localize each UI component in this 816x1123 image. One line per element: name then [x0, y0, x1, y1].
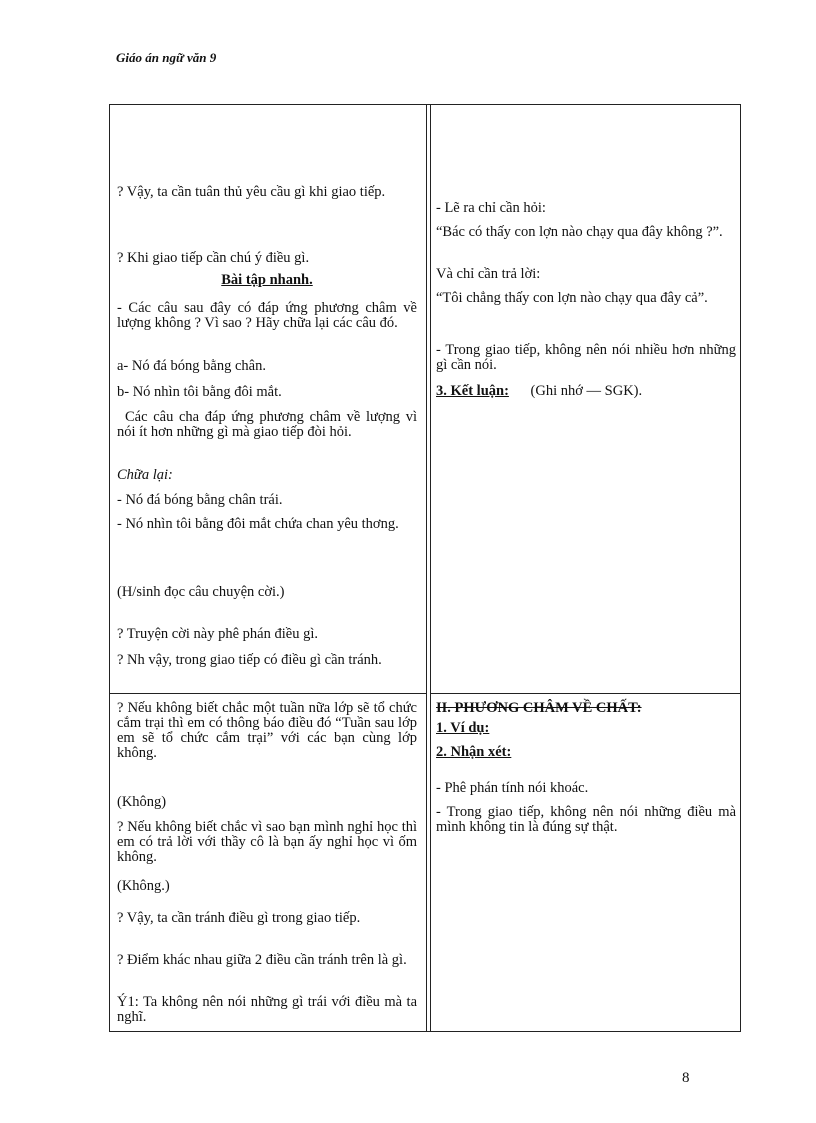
question-difference: ? Điểm khác nhau giữa 2 điều cần tránh trên là gì.: [117, 952, 407, 968]
document-header: Giáo án ngữ văn 9: [116, 50, 217, 65]
question-avoid-2: ? Vậy, ta cần tránh điều gì trong giao tiếp.: [117, 910, 361, 926]
right-row-divider: [431, 693, 741, 694]
section-title-quality: II. PHƯƠNG CHÂM VỀ CHẤT:: [436, 700, 642, 716]
exercise-task: - Các câu sau đây có đáp ứng phương châm về lượng không ? Vì sao ? Hãy chữa lại các câu đó.: [117, 300, 417, 331]
answer-no-1: (Không): [117, 794, 167, 810]
page-number: 8: [682, 1070, 690, 1086]
idea-1: Ý1: Ta không nên nói những gì trái với điều mà ta nghĩ.: [117, 994, 417, 1025]
and-answer: Và chỉ cần trả lời:: [436, 266, 541, 282]
should-ask: - Lẽ ra chỉ cần hỏi:: [436, 200, 546, 216]
right-column: [430, 105, 741, 1031]
example-label: 1. Ví dụ:: [436, 720, 490, 736]
exercise-item-b: b- Nó nhìn tôi bằng đôi mắt.: [117, 384, 282, 400]
fix-line-1: - Nó đá bóng bằng chân trái.: [117, 492, 283, 508]
question-attention: ? Khi giao tiếp cần chú ý điều gì.: [117, 250, 310, 266]
question-story: ? Truyện cời này phê phán điều gì.: [117, 626, 318, 642]
rule-quantity: - Trong giao tiếp, không nên nói nhiều hơn những gì cần nói.: [436, 342, 736, 373]
lesson-table: [109, 104, 741, 1032]
conclusion-text: (Ghi nhớ — SGK).: [530, 383, 643, 399]
answer-no-2: (Không.): [117, 878, 170, 894]
conclusion-label: 3. Kết luận:: [436, 383, 509, 399]
criticize-boasting: - Phê phán tính nói khoác.: [436, 780, 589, 796]
question-need-follow: ? Vậy, ta cần tuân thủ yêu cầu gì khi giao tiếp.: [117, 184, 386, 200]
fix-label: Chữa lại:: [117, 467, 173, 483]
ask-quote: “Bác có thấy con lợn nào chạy qua đây không ?”.: [436, 224, 723, 240]
question-absent: ? Nếu không biết chắc vì sao bạn mình nghỉ học thì em có trả lời với thầy cô là bạn ấy nghỉ học vì ốm không.: [117, 819, 417, 865]
question-avoid: ? Nh vậy, trong giao tiếp có điều gì cần tránh.: [117, 652, 382, 668]
fix-line-2: - Nó nhìn tôi bằng đôi mắt chứa chan yêu thơng.: [117, 516, 399, 532]
quick-exercise-heading: Bài tập nhanh.: [221, 272, 313, 288]
rule-quality: - Trong giao tiếp, không nên nói những điều mà mình không tin là đúng sự thật.: [436, 804, 736, 835]
question-camp: ? Nếu không biết chắc một tuần nữa lớp sẽ tổ chức cắm trại thì em có thông báo điều đó “Tuần sau lớp em sẽ tổ chức cắm trại” với các bạn cùng lớp không.: [117, 700, 417, 761]
exercise-item-a: a- Nó đá bóng bằng chân.: [117, 358, 266, 374]
read-story-note: (H/sinh đọc câu chuyện cời.): [117, 584, 285, 600]
remark-label: 2. Nhận xét:: [436, 744, 512, 760]
exercise-explanation: Các câu cha đáp ứng phương châm về lượng vì nói ít hơn những gì mà giao tiếp đòi hỏi.: [117, 409, 417, 440]
conclusion: [436, 384, 736, 399]
left-row-divider: [110, 693, 426, 694]
answer-quote: “Tôi chẳng thấy con lợn nào chạy qua đây cả”.: [436, 290, 708, 306]
